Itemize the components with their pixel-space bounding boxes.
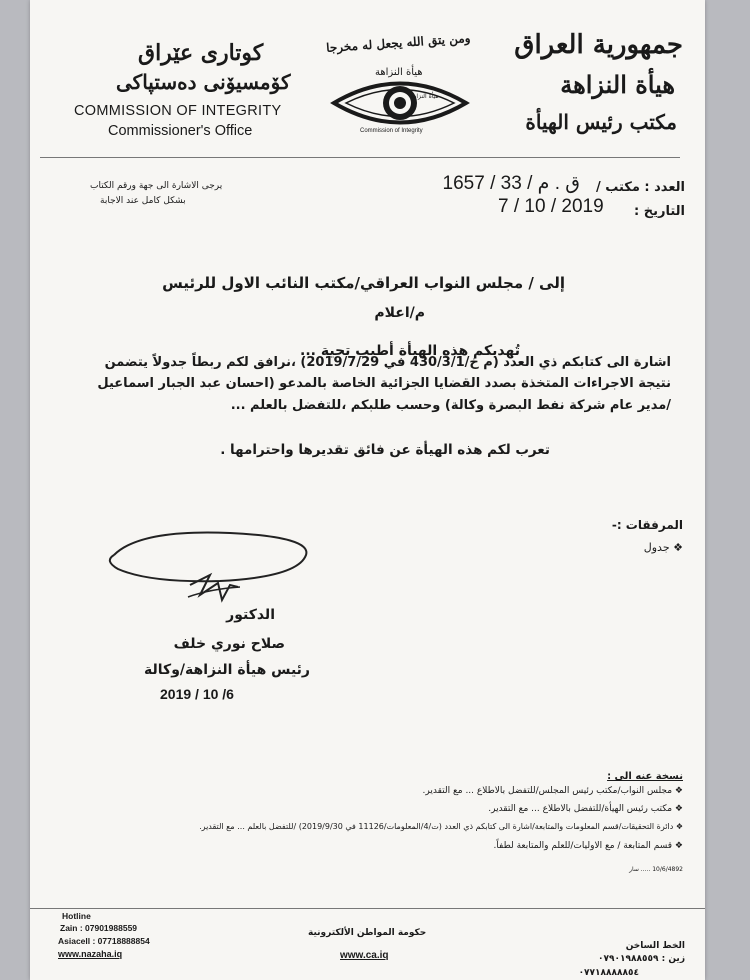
body-line-1: اشارة الى كتابكم ذي العدد (م خ/430/3/1 في 2019/7/29) ،نرافق لكم ربطاً جدولاً يتضمن — [104, 355, 671, 370]
footer-egov-title: حكومة المواطن الألكترونية — [308, 928, 427, 938]
footer-ar-hotline-label: الخط الساخن — [625, 941, 685, 951]
reference-note-line1: يرجى الاشارة الى جهة ورقم الكتاب — [90, 181, 223, 191]
signature-icon — [100, 525, 320, 615]
footer-ar-zain: زين : ٠٧٩٠١٩٨٨٥٥٩ — [598, 954, 685, 964]
header-ar-line3: مكتب رئيس الهيأة — [525, 110, 677, 134]
eye-emblem-icon — [330, 70, 470, 136]
reference-note-line2: بشكل كامل عند الاجابة — [100, 196, 186, 206]
closing-line: تعرب لكم هذه الهيأة عن فائق تقديرها واحترامها . — [220, 442, 550, 458]
cc-item: ❖ مجلس النواب/مكتب رئيس المجلس/للتفضل بالاطلاع ... مع التقدير. — [422, 786, 683, 796]
header-ku-line1: کوتاری عێراق — [138, 40, 264, 66]
signatory-name: صلاح نوري خلف — [173, 636, 285, 652]
header-verse: ومن يتق الله يجعل له مخرجا — [325, 30, 471, 56]
cc-reference: 10/6/4892 ..... سار — [629, 866, 683, 873]
body-line-2: نتيجة الاجراءات المتخذة بصدد القضايا الجزائية الخاصة بالمدعو (احسان عبد الجبار اسماعيل — [97, 376, 671, 391]
cc-label: نسخة عنه الى : — [607, 771, 683, 782]
date-label: التاريخ : — [634, 204, 685, 219]
attachments-label: المرفقات :- — [611, 518, 683, 532]
footer-asiacell: Asiacell : 07718888854 — [58, 936, 150, 946]
diamond-bullet-icon: ❖ — [672, 804, 683, 814]
signature-scribble — [100, 525, 320, 615]
recipient-line: إلى / مجلس النواب العراقي/مكتب النائب الاول للرئيس — [162, 274, 565, 292]
header-divider — [40, 157, 680, 158]
header-ku-line2: کۆمسیۆنی دەستپاکی — [116, 70, 291, 94]
letter-page — [30, 0, 705, 980]
emblem-en-text: Commission of Integrity — [360, 128, 423, 134]
diamond-bullet-icon: ❖ — [672, 841, 683, 851]
header-ar-line1: جمهورية العراق — [514, 30, 683, 60]
cc-item: ❖ مكتب رئيس الهيأة/للتفضل بالاطلاع ... مع التقدير. — [488, 804, 683, 814]
emblem-logo — [330, 70, 470, 136]
cc-item: ❖ قسم المتابعة / مع الاوليات/للعلم والمتابعة لطفاً. — [493, 841, 683, 851]
date-value: 7 / 10 / 2019 — [498, 196, 604, 217]
footer-divider — [30, 908, 705, 909]
signatory-title: الدكتور — [226, 607, 275, 623]
signature-date: 2019 / 10 /6 — [160, 686, 234, 702]
footer-egov-site[interactable]: www.ca.iq — [340, 950, 389, 961]
subject-line: م/اعلام — [374, 305, 425, 321]
diamond-bullet-icon: ❖ — [672, 786, 683, 796]
header-en-line1: COMMISSION OF INTEGRITY — [74, 103, 282, 119]
header-ar-line2: هيأة النزاهة — [560, 70, 675, 99]
attachment-item: ❖ جدول — [643, 541, 683, 554]
footer-hotline-label: Hotline — [62, 911, 91, 921]
footer-website-left[interactable]: www.nazaha.iq — [58, 949, 123, 959]
signatory-position: رئيس هيأة النزاهة/وكالة — [144, 662, 310, 678]
header-en-line2: Commissioner's Office — [108, 123, 253, 139]
number-label: العدد : مكتب / — [595, 180, 685, 195]
diamond-bullet-icon: ❖ — [669, 541, 683, 554]
footer-ar-asia: ٠٧٧١٨٨٨٨٨٥٤ — [578, 968, 639, 978]
emblem-ar-text: هيأة النزاهة — [410, 93, 439, 100]
greeting-line: تُهديكم هذه الهيأة أطيب تحية ... — [300, 343, 520, 359]
emblem-caption: هيأة النزاهة — [375, 67, 423, 78]
footer-zain: Zain : 07901988559 — [60, 923, 138, 933]
cc-list — [83, 786, 683, 866]
diamond-bullet-icon: ❖ — [673, 822, 683, 831]
number-value: ق . م / 33 / 1657 — [442, 173, 580, 194]
cc-item: ❖ دائرة التحقيقات/قسم المعلومات والمتابعة/اشارة الى كتابكم ذي العدد (ت/4/المعلومات/11126 في 2019/9/30) /للتفضل بالعلم ... مع التقدير. — [199, 822, 683, 831]
body-line-3: /مدير عام شركة نفط البصرة وكالة) وحسب طلبكم ،للتفضل بالعلم ... — [230, 398, 671, 413]
